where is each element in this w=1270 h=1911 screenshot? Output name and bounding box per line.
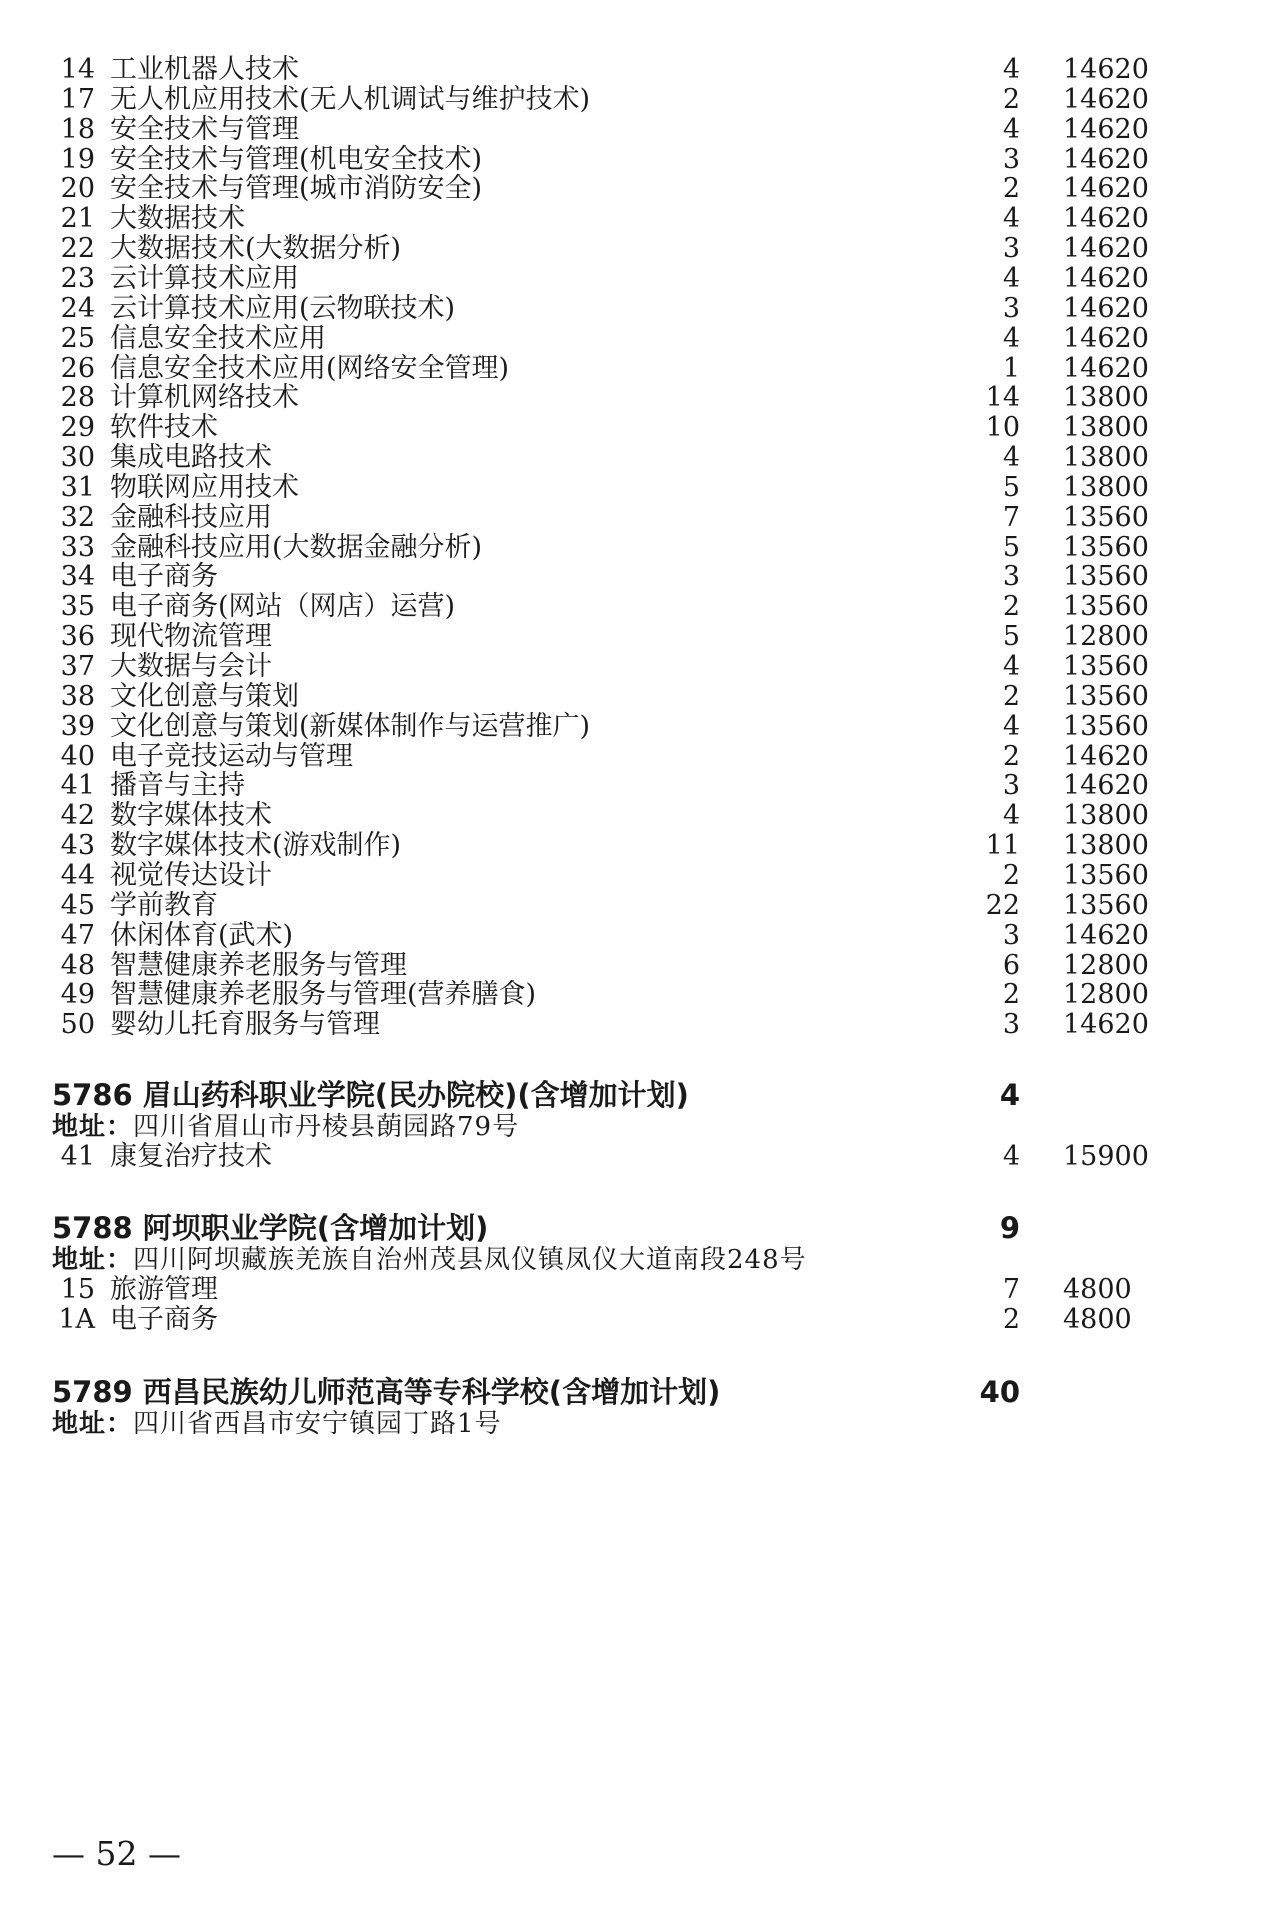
plan-count: 6 [1002, 950, 1020, 981]
tuition-fee: 14620 [1063, 323, 1149, 354]
major-name: 电子商务(网站（网店）运营) [110, 591, 456, 622]
major-name: 信息安全技术应用 [110, 323, 326, 354]
plan-count: 3 [1002, 233, 1020, 264]
major-code: 37 [60, 651, 95, 682]
major-code: 39 [60, 711, 95, 742]
major-code: 42 [60, 800, 95, 831]
tuition-fee: 13560 [1063, 502, 1149, 533]
major-name: 安全技术与管理(城市消防安全) [110, 173, 483, 204]
major-name: 集成电路技术 [110, 442, 272, 473]
plan-count: 7 [1002, 1274, 1020, 1305]
major-code: 40 [60, 741, 95, 772]
major-code: 35 [60, 591, 95, 622]
major-code: 41 [60, 770, 95, 801]
major-name: 电子商务 [110, 1304, 218, 1335]
plan-count: 2 [1002, 741, 1020, 772]
major-code: 23 [60, 263, 95, 294]
school-total: 40 [979, 1375, 1020, 1409]
major-code: 30 [60, 442, 95, 473]
major-name: 安全技术与管理 [110, 114, 299, 145]
school-name: 5788 阿坝职业学院(含增加计划) [52, 1211, 489, 1245]
major-name: 智慧健康养老服务与管理 [110, 950, 407, 981]
plan-count: 2 [1002, 591, 1020, 622]
plan-count: 2 [1002, 1304, 1020, 1335]
plan-count: 4 [1002, 54, 1020, 85]
tuition-fee: 13560 [1063, 532, 1149, 563]
major-name: 大数据技术 [110, 203, 245, 234]
major-code: 14 [60, 54, 95, 85]
tuition-fee: 13800 [1063, 472, 1149, 503]
school-name: 5789 西昌民族幼儿师范高等专科学校(含增加计划) [52, 1375, 721, 1409]
major-code: 15 [60, 1274, 95, 1305]
plan-count: 5 [1002, 472, 1020, 503]
address-text: 四川阿坝藏族羌族自治州茂县凤仪镇凤仪大道南段248号 [133, 1245, 807, 1275]
plan-count: 3 [1002, 920, 1020, 951]
major-name: 大数据技术(大数据分析) [110, 233, 402, 264]
tuition-fee: 14620 [1063, 920, 1149, 951]
major-code: 28 [60, 382, 95, 413]
tuition-fee: 13800 [1063, 800, 1149, 831]
tuition-fee: 13560 [1063, 860, 1149, 891]
plan-count: 5 [1002, 621, 1020, 652]
school-header [0, 1075, 1270, 1115]
plan-count: 3 [1002, 770, 1020, 801]
major-name: 旅游管理 [110, 1274, 218, 1305]
plan-count: 3 [1002, 293, 1020, 324]
major-code: 38 [60, 681, 95, 712]
tuition-fee: 4800 [1063, 1274, 1132, 1305]
plan-count: 4 [1002, 1141, 1020, 1172]
major-code: 50 [60, 1009, 95, 1040]
tuition-fee: 14620 [1063, 84, 1149, 115]
plan-count: 4 [1002, 651, 1020, 682]
major-name: 金融科技应用 [110, 502, 272, 533]
tuition-fee: 14620 [1063, 770, 1149, 801]
tuition-fee: 14620 [1063, 114, 1149, 145]
school-total: 4 [999, 1078, 1020, 1112]
table-row [0, 1007, 1270, 1043]
major-code: 41 [60, 1141, 95, 1172]
major-code: 48 [60, 950, 95, 981]
tuition-fee: 15900 [1063, 1141, 1149, 1172]
table-row [0, 1302, 1270, 1338]
tuition-fee: 14620 [1063, 144, 1149, 175]
plan-count: 4 [1002, 323, 1020, 354]
address-text: 四川省西昌市安宁镇园丁路1号 [133, 1409, 502, 1439]
major-name: 电子竞技运动与管理 [110, 741, 353, 772]
major-code: 26 [60, 353, 95, 384]
address-label: 地址： [52, 1409, 134, 1439]
plan-count: 1 [1002, 353, 1020, 384]
plan-count: 11 [985, 830, 1020, 861]
tuition-fee: 13560 [1063, 711, 1149, 742]
tuition-fee: 14620 [1063, 233, 1149, 264]
tuition-fee: 14620 [1063, 173, 1149, 204]
major-name: 康复治疗技术 [110, 1141, 272, 1172]
major-code: 33 [60, 532, 95, 563]
major-name: 文化创意与策划(新媒体制作与运营推广) [110, 711, 591, 742]
major-code: 31 [60, 472, 95, 503]
major-name: 无人机应用技术(无人机调试与维护技术) [110, 84, 591, 115]
major-code: 25 [60, 323, 95, 354]
plan-count: 10 [985, 412, 1020, 443]
major-name: 云计算技术应用(云物联技术) [110, 293, 456, 324]
major-name: 工业机器人技术 [110, 54, 299, 85]
major-code: 18 [60, 114, 95, 145]
tuition-fee: 14620 [1063, 203, 1149, 234]
tuition-fee: 14620 [1063, 1009, 1149, 1040]
tuition-fee: 14620 [1063, 263, 1149, 294]
major-code: 29 [60, 412, 95, 443]
school-address [52, 1407, 502, 1441]
major-name: 电子商务 [110, 561, 218, 592]
major-name: 物联网应用技术 [110, 472, 299, 503]
address-label: 地址： [52, 1112, 134, 1142]
tuition-fee: 13800 [1063, 412, 1149, 443]
major-code: 1A [58, 1304, 95, 1335]
major-code: 34 [60, 561, 95, 592]
major-name: 数字媒体技术(游戏制作) [110, 830, 402, 861]
school-total: 9 [999, 1211, 1020, 1245]
major-name: 软件技术 [110, 412, 218, 443]
major-name: 大数据与会计 [110, 651, 272, 682]
plan-count: 4 [1002, 114, 1020, 145]
address-text: 四川省眉山市丹棱县蓢园路79号 [133, 1112, 520, 1142]
plan-count: 3 [1002, 561, 1020, 592]
major-code: 36 [60, 621, 95, 652]
major-name: 数字媒体技术 [110, 800, 272, 831]
school-header [0, 1372, 1270, 1412]
tuition-fee: 14620 [1063, 293, 1149, 324]
major-code: 49 [60, 979, 95, 1010]
major-name: 现代物流管理 [110, 621, 272, 652]
page-number: — 52 — [52, 1834, 181, 1873]
plan-count: 14 [985, 382, 1020, 413]
tuition-fee: 4800 [1063, 1304, 1132, 1335]
major-name: 安全技术与管理(机电安全技术) [110, 144, 483, 175]
major-name: 云计算技术应用 [110, 263, 299, 294]
major-code: 45 [60, 890, 95, 921]
tuition-fee: 13800 [1063, 830, 1149, 861]
tuition-fee: 12800 [1063, 621, 1149, 652]
tuition-fee: 12800 [1063, 950, 1149, 981]
major-code: 19 [60, 144, 95, 175]
plan-count: 7 [1002, 502, 1020, 533]
school-name: 5786 眉山药科职业学院(民办院校)(含增加计划) [52, 1078, 689, 1112]
tuition-fee: 13560 [1063, 591, 1149, 622]
major-name: 金融科技应用(大数据金融分析) [110, 532, 483, 563]
tuition-fee: 13800 [1063, 382, 1149, 413]
plan-count: 3 [1002, 1009, 1020, 1040]
school-header [0, 1208, 1270, 1248]
tuition-fee: 12800 [1063, 979, 1149, 1010]
plan-count: 22 [985, 890, 1020, 921]
plan-count: 4 [1002, 711, 1020, 742]
tuition-fee: 14620 [1063, 741, 1149, 772]
major-code: 20 [60, 173, 95, 204]
major-code: 22 [60, 233, 95, 264]
plan-count: 2 [1002, 860, 1020, 891]
major-name: 信息安全技术应用(网络安全管理) [110, 353, 510, 384]
major-code: 17 [60, 84, 95, 115]
major-code: 43 [60, 830, 95, 861]
major-code: 47 [60, 920, 95, 951]
plan-count: 4 [1002, 203, 1020, 234]
major-name: 播音与主持 [110, 770, 245, 801]
plan-count: 4 [1002, 800, 1020, 831]
tuition-fee: 13800 [1063, 442, 1149, 473]
address-label: 地址： [52, 1245, 134, 1275]
major-code: 32 [60, 502, 95, 533]
major-name: 文化创意与策划 [110, 681, 299, 712]
tuition-fee: 13560 [1063, 561, 1149, 592]
plan-count: 2 [1002, 681, 1020, 712]
tuition-fee: 14620 [1063, 54, 1149, 85]
major-name: 休闲体育(武术) [110, 920, 294, 951]
plan-count: 2 [1002, 979, 1020, 1010]
plan-count: 5 [1002, 532, 1020, 563]
tuition-fee: 13560 [1063, 890, 1149, 921]
major-name: 婴幼儿托育服务与管理 [110, 1009, 380, 1040]
tuition-fee: 14620 [1063, 353, 1149, 384]
major-code: 21 [60, 203, 95, 234]
plan-count: 2 [1002, 173, 1020, 204]
plan-count: 2 [1002, 84, 1020, 115]
tuition-fee: 13560 [1063, 651, 1149, 682]
major-code: 44 [60, 860, 95, 891]
major-name: 视觉传达设计 [110, 860, 272, 891]
plan-count: 4 [1002, 263, 1020, 294]
major-name: 计算机网络技术 [110, 382, 299, 413]
major-name: 智慧健康养老服务与管理(营养膳食) [110, 979, 537, 1010]
major-code: 24 [60, 293, 95, 324]
plan-count: 4 [1002, 442, 1020, 473]
major-name: 学前教育 [110, 890, 218, 921]
plan-count: 3 [1002, 144, 1020, 175]
tuition-fee: 13560 [1063, 681, 1149, 712]
table-row [0, 1139, 1270, 1175]
